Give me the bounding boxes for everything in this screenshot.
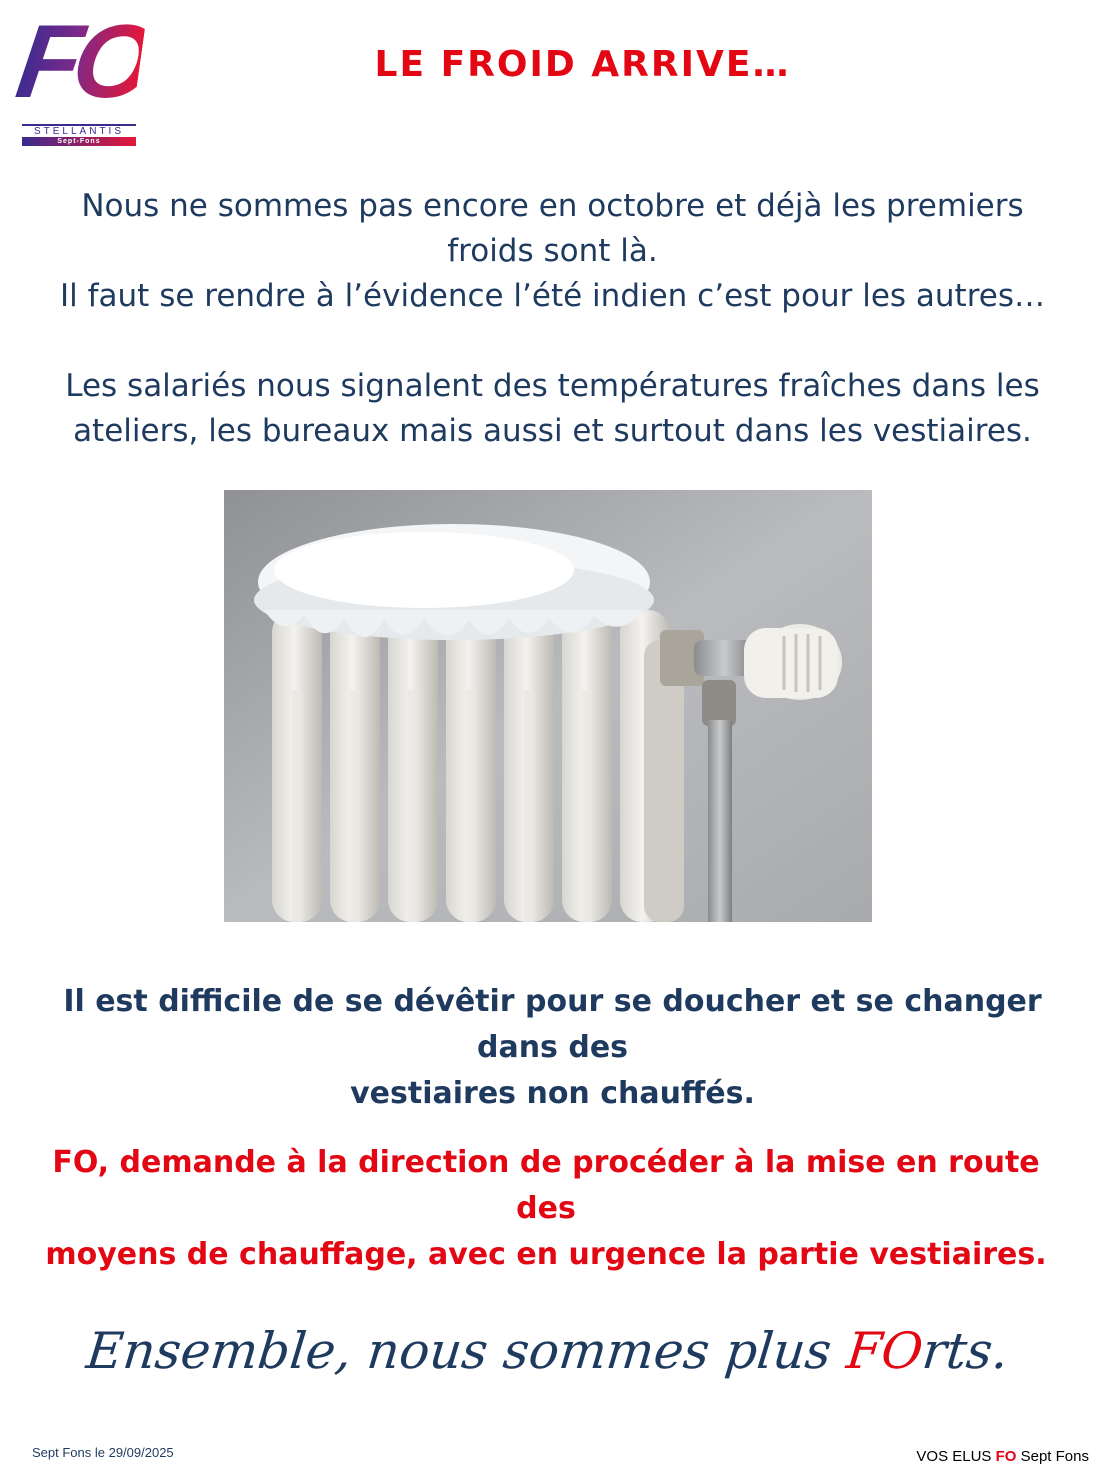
complaint-line-1: Les salariés nous signalent des températures fraîches dans les	[65, 368, 1040, 404]
slogan-highlight: FO	[843, 1322, 926, 1380]
fo-demand	[30, 1140, 1062, 1278]
demand-line-2: moyens de chauffage, avec en urgence la partie vestiaires.	[45, 1237, 1047, 1272]
complaint-line-2: ateliers, les bureaux mais aussi et surtout dans les vestiaires.	[73, 413, 1032, 449]
signature-footer	[916, 1448, 1089, 1465]
slogan-suffix: rts.	[919, 1322, 1012, 1380]
intro-line-1: Nous ne sommes pas encore en octobre et déjà les premiers	[81, 188, 1024, 224]
logo-site: Sept-Fons	[22, 137, 136, 146]
demand-line-1: FO, demande à la direction de procéder à la mise en route des	[52, 1145, 1040, 1226]
signature-suffix: Sept Fons	[1016, 1448, 1089, 1465]
changing-room-statement	[20, 979, 1085, 1117]
frozen-radiator-photo	[224, 490, 872, 922]
intro-paragraph	[40, 184, 1065, 319]
radiator-illustration	[224, 490, 872, 922]
intro-line-2: froids sont là.	[447, 233, 658, 269]
complaint-paragraph	[40, 364, 1065, 454]
slogan-prefix: Ensemble, nous sommes plus	[83, 1322, 851, 1380]
intro-line-3: Il faut se rendre à l’évidence l’été indien c’est pour les autres…	[60, 278, 1045, 314]
logo-brand: STELLANTIS	[33, 126, 125, 137]
radiator-fins	[272, 610, 684, 922]
statement-line-1: Il est difficile de se dévêtir pour se doucher et se changer dans des	[63, 984, 1042, 1065]
signature-highlight: FO	[995, 1448, 1017, 1465]
signature-prefix: VOS ELUS	[916, 1448, 996, 1465]
date-footer: Sept Fons le 29/09/2025	[32, 1445, 174, 1460]
page-title: LE FROID ARRIVE…	[374, 44, 791, 85]
statement-line-2: vestiaires non chauffés.	[350, 1076, 755, 1111]
slogan	[0, 1322, 1098, 1380]
logo-fo-letters: FO	[10, 4, 155, 120]
